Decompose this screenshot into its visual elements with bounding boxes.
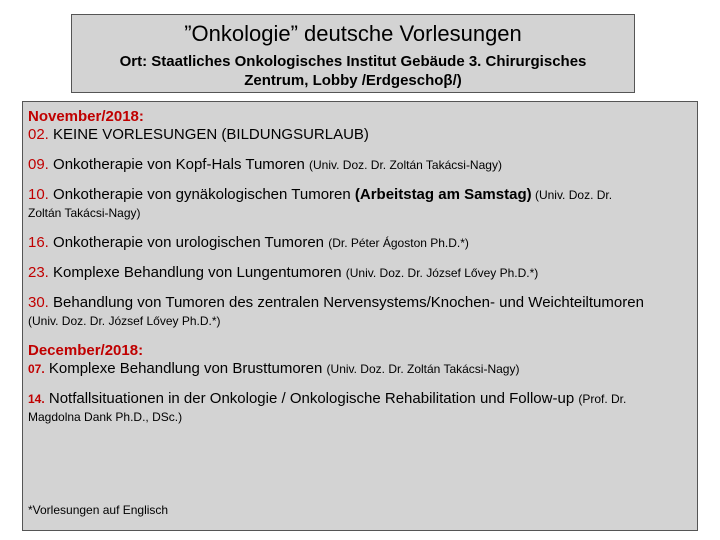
lecture-topic: KEINE VORLESUNGEN (BILDUNGSURLAUB) — [48, 126, 369, 143]
month-heading-december: December/2018: — [28, 342, 144, 359]
footnote: *Vorlesungen auf Englisch — [28, 503, 169, 517]
lecture-speaker-cont: Magdolna Dank Ph.D., DSc.) — [28, 410, 183, 424]
lecture-speaker: (Dr. Péter Ágoston Ph.D.*) — [328, 236, 469, 250]
lecture-day: 23. — [28, 264, 49, 281]
lecture-entry — [28, 126, 692, 144]
month-heading-november: November/2018: — [28, 108, 144, 125]
lecture-day: 30. — [28, 294, 49, 311]
location-subtitle — [72, 52, 634, 90]
lecture-speaker: (Univ. Doz. Dr. Zoltán Takácsi-Nagy) — [309, 158, 502, 172]
lecture-entry — [28, 234, 692, 252]
lecture-entry — [28, 390, 692, 426]
lecture-topic: Komplexe Behandlung von Lungentumoren — [48, 264, 346, 281]
schedule-box — [22, 101, 698, 531]
lecture-day: 16. — [28, 234, 49, 251]
lecture-topic: Notfallsituationen in der Onkologie / Onkologische Rehabilitation und Follow-up — [44, 390, 579, 407]
location-line-1: Ort: Staatliches Onkologisches Institut Gebäude 3. Chirurgisches — [119, 53, 587, 70]
lecture-entry — [28, 360, 692, 378]
page-title: ”Onkologie” deutsche Vorlesungen — [184, 21, 522, 46]
lecture-speaker: (Univ. Doz. Dr. József Lővey Ph.D.*) — [345, 266, 539, 280]
lecture-speaker-cont: (Univ. Doz. Dr. József Lővey Ph.D.*) — [28, 314, 221, 328]
lecture-topic: Behandlung von Tumoren des zentralen Nervensystems/Knochen- und Weichteiltumoren — [48, 294, 644, 311]
title-box — [71, 14, 635, 93]
lecture-note: (Arbeitstag am Samstag) — [354, 186, 532, 203]
lecture-day: 07. — [28, 362, 45, 376]
lecture-speaker: (Univ. Doz. Dr. — [531, 188, 613, 202]
lecture-topic: Onkotherapie von gynäkologischen Tumoren — [48, 186, 355, 203]
lecture-day: 09. — [28, 156, 49, 173]
lecture-topic: Onkotherapie von Kopf-Hals Tumoren — [48, 156, 309, 173]
lecture-entry — [28, 186, 692, 222]
lecture-day: 10. — [28, 186, 49, 203]
lecture-day: 14. — [28, 392, 45, 406]
lecture-entry — [28, 264, 692, 282]
lecture-topic: Onkotherapie von urologischen Tumoren — [48, 234, 329, 251]
lecture-day: 02. — [28, 126, 49, 143]
lecture-speaker-cont: Zoltán Takácsi-Nagy) — [28, 206, 141, 220]
lecture-speaker: (Univ. Doz. Dr. Zoltán Takácsi-Nagy) — [326, 362, 520, 376]
lecture-entry — [28, 156, 692, 174]
lecture-entry — [28, 294, 692, 330]
location-line-2: Zentrum, Lobby /Erdgeschoβ/) — [244, 72, 462, 89]
lecture-speaker: (Prof. Dr. — [578, 392, 627, 406]
lecture-topic: Komplexe Behandlung von Brusttumoren — [44, 360, 327, 377]
